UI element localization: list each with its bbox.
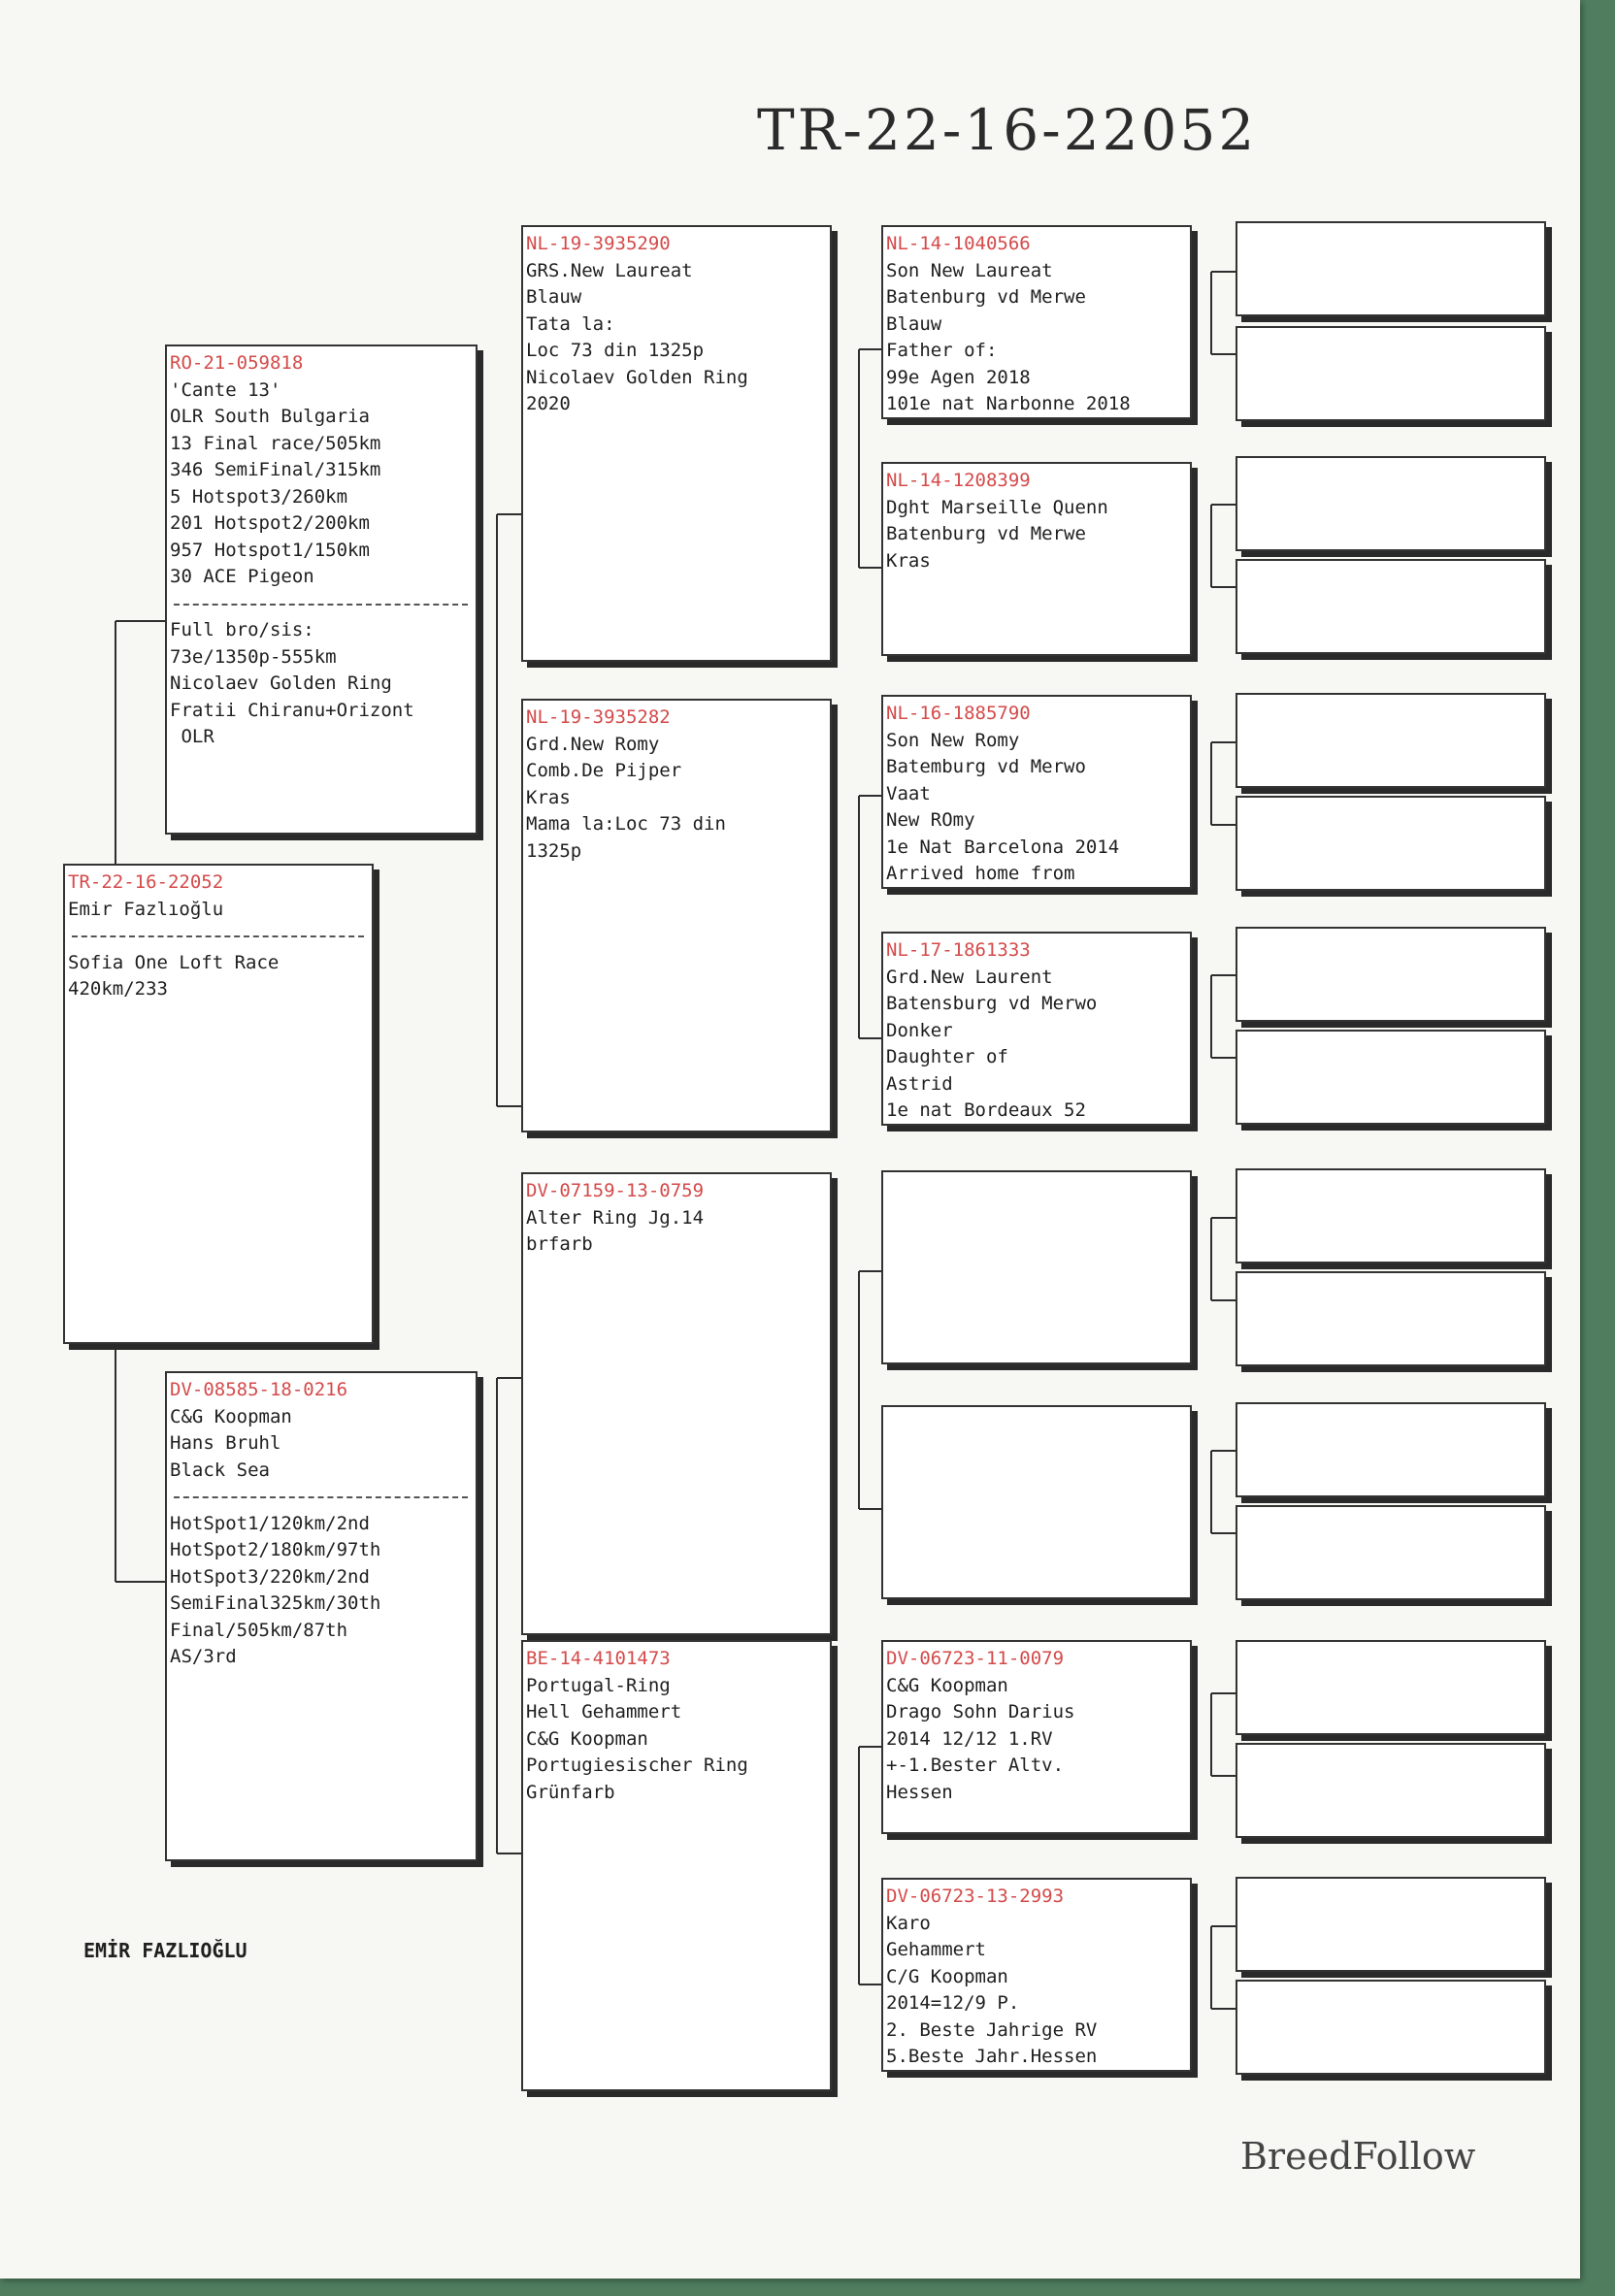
pigeon-info-line: Hell Gehammert [526, 1701, 682, 1722]
pigeon-info-line: Tata la: [526, 312, 615, 335]
pigeon-info-line: HotSpot2/180km/97th [170, 1539, 381, 1560]
pigeon-info-line: 99e Agen 2018 [886, 366, 1031, 388]
dam-sire-box[interactable] [521, 1172, 832, 1635]
pigeon-info-line: Donker [886, 1019, 953, 1041]
pigeon-info-line: 1e Nat Barcelona 2014 [886, 836, 1120, 858]
pigeon-info-line: brfarb [526, 1233, 593, 1255]
dam-sire-sire-box[interactable] [881, 1170, 1192, 1364]
pigeon-info-line: Full bro/sis: [170, 619, 314, 640]
sire-dam-sire-box[interactable] [881, 695, 1192, 889]
pigeon-info-line: Dght Marseille Quenn [886, 496, 1108, 518]
pigeon-info-line: 5.Beste Jahr.Hessen [886, 2046, 1098, 2067]
pigeon-info-line: Portugal-Ring [526, 1674, 671, 1696]
pigeon-info-line: Mama la:Loc 73 din [526, 813, 726, 835]
ring-number: TR-22-16-22052 [68, 871, 224, 893]
pigeon-info-line: +-1.Bester Altv. [886, 1755, 1065, 1776]
pigeon-info-line: 101e nat Narbonne 2018 [886, 393, 1131, 414]
pigeon-info-line: SemiFinal325km/30th [170, 1592, 381, 1614]
ring-number: RO-21-059818 [170, 352, 304, 374]
pigeon-info-line: AS/3rd [170, 1646, 237, 1667]
pigeon-info-line: Gehammert [886, 1939, 986, 1960]
gen5-box-5[interactable] [1236, 693, 1546, 788]
pigeon-info-line: Batemburg vd Merwo [886, 756, 1086, 777]
pigeon-info-line: Son New Romy [886, 729, 1020, 751]
pigeon-info-line: Kras [886, 549, 931, 572]
owner-name: EMİR FAZLIOĞLU [83, 1939, 247, 1962]
pigeon-info-line: HotSpot3/220km/2nd [170, 1565, 370, 1588]
gen5-box-16[interactable] [1236, 1980, 1546, 2075]
pigeon-info-line: 420km/233 [68, 978, 168, 1000]
pigeon-info-line: HotSpot1/120km/2nd [170, 1512, 370, 1534]
pigeon-info-line: 346 SemiFinal/315km [170, 459, 381, 480]
pigeon-info-line: Nicolaev Golden Ring [170, 672, 392, 694]
pigeon-info-line: Drago Sohn Darius [886, 1701, 1075, 1722]
pedigree-title: TR-22-16-22052 [757, 97, 1258, 163]
pigeon-info-line: Karo [886, 1912, 931, 1934]
gen5-box-8[interactable] [1236, 1030, 1546, 1125]
pigeon-info-line: 957 Hotspot1/150km [170, 539, 370, 561]
pigeon-info-line: Nicolaev Golden Ring [526, 366, 748, 388]
separator-line [170, 591, 472, 618]
gen5-box-3[interactable] [1236, 456, 1546, 551]
ring-number: NL-19-3935282 [526, 706, 671, 728]
gen5-box-9[interactable] [1236, 1168, 1546, 1263]
gen5-box-4[interactable] [1236, 559, 1546, 654]
sire-dam-dam-box[interactable] [881, 932, 1192, 1126]
pigeon-info-line: Black Sea [170, 1459, 270, 1481]
dam-dam-dam-box[interactable] [881, 1878, 1192, 2072]
pigeon-info-line: New ROmy [886, 809, 975, 831]
pigeon-info-line: Emir Fazlıoğlu [68, 898, 224, 920]
gen5-box-6[interactable] [1236, 796, 1546, 891]
pigeon-info-line: C/G Koopman [886, 1965, 1008, 1987]
ring-number: NL-14-1208399 [886, 470, 1031, 491]
pigeon-info-line: 2. Beste Jahrige RV [886, 2018, 1098, 2041]
gen5-box-15[interactable] [1236, 1877, 1546, 1972]
ring-number: DV-08585-18-0216 [170, 1379, 348, 1400]
pigeon-info-line: Fratii Chiranu+Orizont [170, 699, 414, 721]
gen5-box-11[interactable] [1236, 1402, 1546, 1497]
gen5-box-10[interactable] [1236, 1271, 1546, 1366]
pigeon-info-line: Alter Ring Jg.14 [526, 1206, 705, 1229]
pigeon-info-line: 5 Hotspot3/260km [170, 485, 348, 508]
pigeon-info-line: Grd.New Romy [526, 733, 660, 755]
separator-line [68, 923, 368, 950]
ring-number: NL-17-1861333 [886, 939, 1031, 961]
pigeon-info-line: Son New Laureat [886, 259, 1053, 281]
ring-number: NL-16-1885790 [886, 703, 1031, 724]
ring-number: NL-19-3935290 [526, 233, 671, 254]
sire-sire-dam-box[interactable] [881, 462, 1192, 656]
pigeon-info-line: 73e/1350p-555km [170, 645, 337, 668]
ring-number: BE-14-4101473 [526, 1648, 671, 1669]
pigeon-info-line: Sofia One Loft Race [68, 951, 280, 973]
sire-box[interactable] [165, 344, 478, 835]
ring-number: NL-14-1040566 [886, 233, 1031, 254]
sire-sire-sire-box[interactable] [881, 225, 1192, 419]
pigeon-info-line: Hans Bruhl [170, 1432, 281, 1454]
pigeon-info-line: 201 Hotspot2/200km [170, 512, 370, 534]
pigeon-info-line: Batenburg vd Merwe [886, 286, 1086, 308]
sire-sire-box[interactable] [521, 225, 832, 662]
pigeon-info-line: Portugiesischer Ring [526, 1755, 748, 1776]
pigeon-info-line: OLR [170, 726, 214, 747]
pigeon-info-line: Hessen [886, 1781, 953, 1803]
subject-pigeon-box[interactable] [63, 864, 374, 1344]
pigeon-info-line: Arrived home from [886, 863, 1075, 884]
gen5-box-12[interactable] [1236, 1505, 1546, 1600]
pigeon-info-line: Final/505km/87th [170, 1619, 348, 1641]
gen5-box-14[interactable] [1236, 1743, 1546, 1838]
pigeon-info-line: Grünfarb [526, 1781, 615, 1803]
pigeon-info-line: 1325p [526, 839, 582, 862]
pigeon-info-line: 1e nat Bordeaux 52 [886, 1099, 1086, 1121]
pigeon-info-line: Batenburg vd Merwe [886, 523, 1086, 544]
pigeon-info-line: 13 Final race/505km [170, 432, 381, 454]
pigeon-info-line: 2014 12/12 1.RV [886, 1727, 1053, 1750]
dam-dam-sire-box[interactable] [881, 1640, 1192, 1834]
pigeon-info-line: Grd.New Laurent [886, 966, 1053, 988]
pigeon-info-line: Daughter of [886, 1046, 1008, 1067]
pigeon-info-line: C&G Koopman [170, 1405, 292, 1427]
ring-number: DV-07159-13-0759 [526, 1180, 705, 1201]
dam-dam-box[interactable] [521, 1640, 832, 2091]
pigeon-info-line: OLR South Bulgaria [170, 406, 370, 427]
pigeon-info-line: Kras [526, 786, 571, 808]
pigeon-info-line: 2014=12/9 P. [886, 1992, 1020, 2014]
pigeon-info-line: 30 ACE Pigeon [170, 566, 314, 587]
gen5-box-1[interactable] [1236, 221, 1546, 316]
dam-box[interactable] [165, 1371, 478, 1861]
pigeon-info-line: 2020 [526, 393, 571, 414]
pigeon-info-line: 'Cante 13' [170, 378, 281, 401]
pigeon-info-line: Father of: [886, 340, 998, 361]
pigeon-info-line: Astrid [886, 1072, 953, 1095]
gen5-box-7[interactable] [1236, 927, 1546, 1022]
ring-number: DV-06723-11-0079 [886, 1648, 1065, 1669]
ring-number: DV-06723-13-2993 [886, 1886, 1065, 1907]
pigeon-info-line: GRS.New Laureat [526, 259, 693, 281]
brand-logo: BreedFollow [1240, 2135, 1476, 2178]
pigeon-info-line: Comb.De Pijper [526, 760, 682, 781]
gen5-box-13[interactable] [1236, 1640, 1546, 1735]
pigeon-info-line: Blauw [886, 312, 942, 335]
sire-dam-box[interactable] [521, 699, 832, 1132]
pigeon-info-line: Batensburg vd Merwo [886, 993, 1098, 1014]
pigeon-info-line: Loc 73 din 1325p [526, 340, 705, 361]
gen5-box-2[interactable] [1236, 326, 1546, 421]
pigeon-info-line: Blauw [526, 286, 582, 308]
dam-sire-dam-box[interactable] [881, 1405, 1192, 1599]
pigeon-info-line: Vaat [886, 782, 931, 804]
pigeon-info-line: C&G Koopman [526, 1727, 648, 1750]
separator-line [170, 1484, 472, 1511]
pigeon-info-line: C&G Koopman [886, 1674, 1008, 1696]
